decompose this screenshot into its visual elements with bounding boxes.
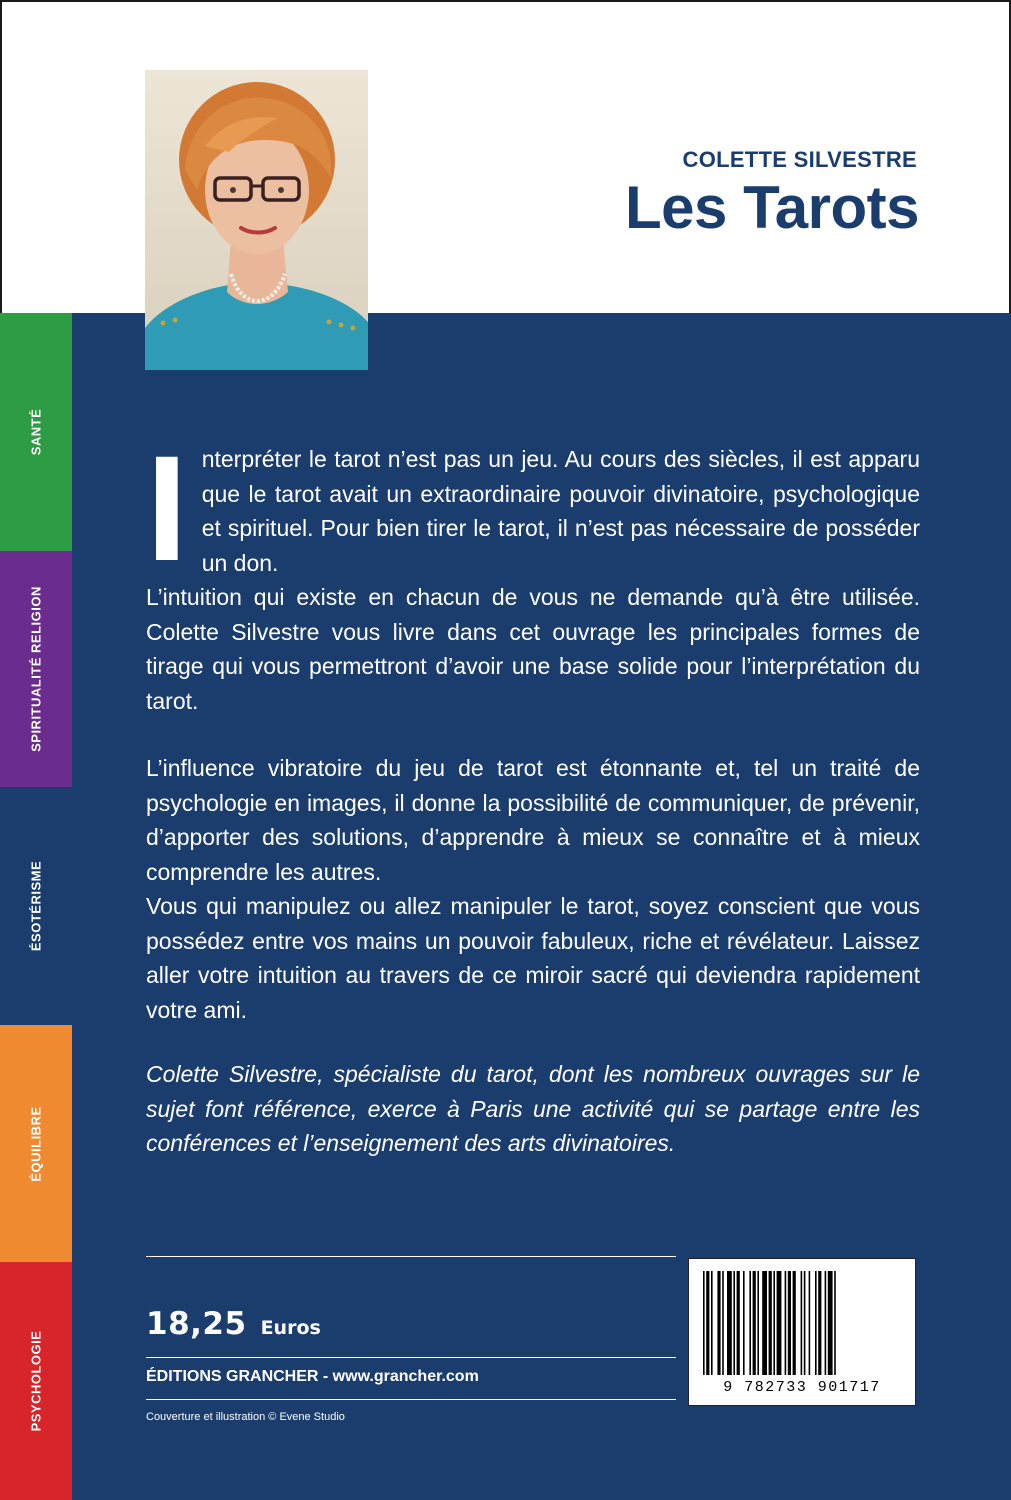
spine-segment-sante — [0, 313, 72, 551]
border-top — [0, 0, 1011, 2]
author-bio — [146, 1057, 920, 1161]
intro-rest-text: L’intuition qui existe en chacun de vous ne demande qu’à être utilisée. Colette Silvestre vous livre dans cet ouvrage les principales formes de tirage qui vous permettront d’avoir une base solide pour l’interprétation du tarot. — [146, 584, 920, 714]
author-bio-text: Colette Silvestre, spécialiste du tarot, dont les nombreux ouvrages sur le sujet font référence, exerce à Paris une activité qui se partage entre les conférences et l’enseignement des arts divinatoires. — [146, 1061, 920, 1156]
author-photo — [145, 70, 368, 370]
barcode-bar — [777, 1271, 782, 1375]
barcode-bar — [828, 1271, 833, 1375]
border-left — [0, 0, 2, 313]
barcode-bar — [706, 1271, 709, 1375]
barcode-bar — [733, 1271, 735, 1375]
drop-cap: I — [146, 424, 188, 592]
book-title: Les Tarots — [625, 174, 919, 241]
barcode-bar — [788, 1271, 791, 1375]
price-amount: 18,25 — [146, 1306, 247, 1342]
divider-bottom — [146, 1399, 676, 1400]
intro-lead-text: nterpréter le tarot n’est pas un jeu. Au cours des siècles, il est apparu que le tarot avait un extraordinaire pouvoir divinatoire, psychologique et spirituel. Pour bien tirer le tarot, il n’est pas nécessaire de posséder un don. — [201, 446, 920, 576]
barcode-bar — [722, 1271, 724, 1375]
divider-middle — [146, 1357, 676, 1358]
barcode-bar — [757, 1271, 759, 1375]
barcode-bar — [753, 1271, 756, 1375]
spine-segment-spiritualite — [0, 551, 72, 787]
price-currency: Euros — [260, 1317, 321, 1339]
barcode-bar — [834, 1271, 836, 1375]
spine-label-esoterisme: ÉSOTÉRISME — [28, 860, 44, 952]
isbn-barcode — [688, 1258, 916, 1406]
author-name: COLETTE SILVESTRE — [682, 147, 917, 172]
barcode-bar — [769, 1271, 772, 1375]
barcode-bar — [815, 1271, 817, 1375]
barcode-bar — [804, 1271, 806, 1375]
barcode-bar — [743, 1271, 745, 1375]
barcode-bar — [762, 1271, 767, 1375]
barcode-bar — [785, 1271, 787, 1375]
spine-segment-psychologie — [0, 1262, 72, 1500]
description-paragraph — [146, 751, 920, 1027]
barcode-bar — [818, 1271, 821, 1375]
category-spine — [0, 313, 72, 1500]
spine-label-spiritualite: SPIRITUALITÉ RELIGION — [28, 586, 44, 752]
description-text-a: L’influence vibratoire du jeu de tarot est étonnante et, tel un traité de psychologie en images, il donne la possibilité de communiquer, de prévenir, d’apporter des solutions, d’apprendre à mieux se connaître et à mieux comprendre les autres. — [146, 755, 920, 885]
intro-paragraph — [146, 424, 920, 718]
barcode-bar — [703, 1271, 705, 1375]
barcode-bar — [825, 1271, 827, 1375]
spine-segment-esoterisme — [0, 787, 72, 1025]
barcode-bar — [737, 1271, 740, 1375]
barcode-bar — [809, 1271, 811, 1375]
spine-label-sante: SANTÉ — [28, 408, 44, 456]
spine-label-equilibre: ÉQUILIBRE — [28, 1105, 44, 1182]
barcode-bar — [727, 1271, 732, 1375]
spine-segment-equilibre — [0, 1025, 72, 1262]
barcode-bar — [749, 1271, 751, 1375]
barcode-bar — [773, 1271, 775, 1375]
spine-label-psychologie: PSYCHOLOGIE — [28, 1330, 44, 1432]
isbn-digits: 9 782733 901717 — [723, 1379, 881, 1396]
divider-top — [146, 1256, 676, 1257]
barcode-bar — [711, 1271, 713, 1375]
cover-credit: Couverture et illustration © Evene Studio — [146, 1411, 345, 1423]
publisher-line: ÉDITIONS GRANCHER - www.grancher.com — [146, 1368, 479, 1385]
barcode-bar — [801, 1271, 803, 1375]
barcode-bar — [717, 1271, 720, 1375]
price — [146, 1306, 321, 1342]
description-text-b: Vous qui manipulez ou allez manipuler le tarot, soyez conscient que vous possédez entre vos mains un pouvoir fabuleux, riche et révélateur. Laissez aller votre intuition au travers de ce miroir sacré qui deviendra rapidement votre ami. — [146, 893, 920, 1023]
barcode-bar — [793, 1271, 796, 1375]
